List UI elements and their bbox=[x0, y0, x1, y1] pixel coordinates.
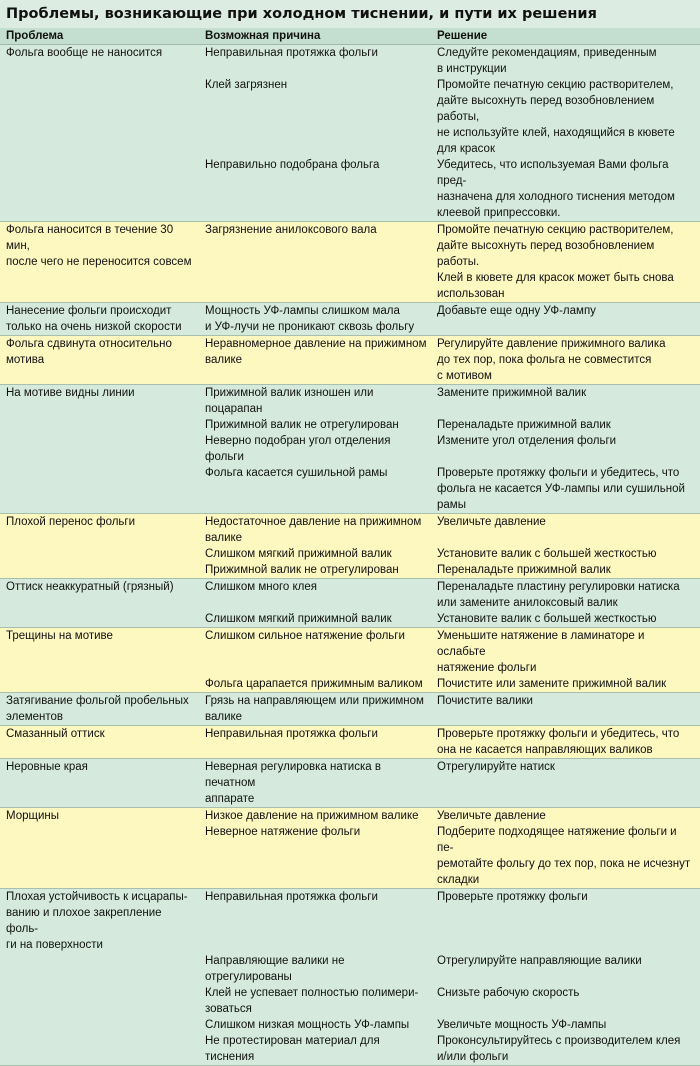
table-subrow bbox=[0, 985, 700, 1017]
table-row bbox=[0, 303, 700, 336]
cause-cell: Прижимной валик изношен или поцарапан bbox=[205, 387, 374, 415]
problem-cell: Фольга сдвинута относительно мотива bbox=[6, 338, 172, 366]
header-problem: Проблема bbox=[6, 30, 64, 42]
header-solution: Решение bbox=[437, 30, 488, 42]
problem-cell bbox=[0, 676, 199, 692]
table-row bbox=[0, 45, 700, 222]
table-subrow bbox=[0, 889, 700, 953]
solution-cell: Регулируйте давление прижимного валика до тех пор, пока фольга не совместится с мотивом bbox=[437, 338, 666, 382]
problem-cell: Неровные края bbox=[6, 761, 88, 773]
cause-cell: Неверно подобран угол отделения фольги bbox=[205, 435, 391, 463]
problem-cell: Смазанный оттиск bbox=[6, 728, 105, 740]
solution-cell: Почистите или замените прижимной валик bbox=[437, 678, 667, 690]
solution-cell: Добавьте еще одну УФ-лампу bbox=[437, 305, 596, 317]
solution-cell: Установите валик с большей жесткостью bbox=[437, 613, 657, 625]
cause-cell: Слишком мягкий прижимной валик bbox=[205, 548, 392, 560]
problem-cell bbox=[0, 77, 199, 157]
cause-cell: Неправильно подобрана фольга bbox=[205, 159, 380, 171]
table-subrow bbox=[0, 514, 700, 546]
table-row bbox=[0, 222, 700, 303]
cause-cell: Неправильная протяжка фольги bbox=[205, 47, 378, 59]
table-subrow bbox=[0, 222, 700, 302]
table-subrow bbox=[0, 465, 700, 513]
problem-cell bbox=[0, 157, 199, 221]
solution-cell: Подберите подходящее натяжение фольги и пе- ремотайте фольгу до тех пор, пока не исчезнут складки bbox=[437, 826, 691, 886]
problem-cell bbox=[0, 1033, 199, 1065]
table-subrow bbox=[0, 611, 700, 627]
cause-cell: Клей загрязнен bbox=[205, 79, 288, 91]
table-subrow bbox=[0, 45, 700, 77]
solution-cell: Замените прижимной валик bbox=[437, 387, 587, 399]
cause-cell: Направляющие валики не отрегулированы bbox=[205, 955, 345, 983]
cause-cell: Прижимной валик не отрегулирован bbox=[205, 564, 399, 576]
table-subrow bbox=[0, 808, 700, 824]
solution-cell: Увеличьте давление bbox=[437, 516, 546, 528]
table-subrow bbox=[0, 628, 700, 676]
table-subrow bbox=[0, 579, 700, 611]
solution-cell: Промойте печатную секцию растворителем, дайте высохнуть перед возобновлением работы, не используйте клей, находящийся в кювете для красок bbox=[437, 79, 675, 155]
solution-cell: Следуйте рекомендациям, приведенным в инструкции bbox=[437, 47, 657, 75]
problem-cell: Фольга наносится в течение 30 мин, после чего не переносится совсем bbox=[6, 224, 192, 268]
table-subrow bbox=[0, 1017, 700, 1033]
solution-cell: Переналадьте прижимной валик bbox=[437, 564, 611, 576]
problem-cell bbox=[0, 546, 199, 562]
cause-cell: Слишком много клея bbox=[205, 581, 318, 593]
problem-cell: Плохая устойчивость к исцарапы- ванию и плохое закрепление фоль- ги на поверхности bbox=[6, 891, 188, 951]
problem-cell: Плохой перенос фольги bbox=[6, 516, 136, 528]
table-row bbox=[0, 336, 700, 385]
solution-cell: Переналадьте прижимной валик bbox=[437, 419, 611, 431]
solution-cell: Отрегулируйте направляющие валики bbox=[437, 955, 642, 967]
cause-cell: Грязь на направляющем или прижимном валике bbox=[205, 695, 424, 723]
table-subrow bbox=[0, 157, 700, 221]
problem-cell bbox=[0, 417, 199, 433]
cause-cell: Фольга касается сушильной рамы bbox=[205, 467, 388, 479]
problem-cell bbox=[0, 1017, 199, 1033]
table-row bbox=[0, 759, 700, 808]
table-subrow bbox=[0, 77, 700, 157]
cause-cell: Слишком мягкий прижимной валик bbox=[205, 613, 392, 625]
table-subrow bbox=[0, 693, 700, 725]
table-subrow bbox=[0, 824, 700, 888]
cause-cell: Недостаточное давление на прижимном валике bbox=[205, 516, 422, 544]
table-subrow bbox=[0, 562, 700, 578]
cause-cell: Прижимной валик не отрегулирован bbox=[205, 419, 399, 431]
table-subrow bbox=[0, 726, 700, 758]
table-subrow bbox=[0, 385, 700, 417]
table-subrow bbox=[0, 336, 700, 384]
problem-cell: На мотиве видны линии bbox=[6, 387, 135, 399]
header-cause: Возможная причина bbox=[205, 30, 321, 42]
solution-cell: Снизьте рабочую скорость bbox=[437, 987, 580, 999]
problem-cell bbox=[0, 562, 199, 578]
table-row bbox=[0, 808, 700, 889]
cause-cell: Не протестирован материал для тиснения bbox=[205, 1035, 380, 1063]
table-subrow bbox=[0, 759, 700, 807]
cause-cell: Загрязнение анилоксового вала bbox=[205, 224, 377, 236]
problem-cell bbox=[0, 433, 199, 465]
table-row bbox=[0, 628, 700, 693]
solution-cell: Убедитесь, что используемая Вами фольга пред- назначена для холодного тиснения методом клеевой припрессовки. bbox=[437, 159, 675, 219]
table-row bbox=[0, 693, 700, 726]
table-row bbox=[0, 726, 700, 759]
cause-cell: Низкое давление на прижимном валике bbox=[205, 810, 419, 822]
solution-cell: Увеличьте мощность УФ-лампы bbox=[437, 1019, 607, 1031]
table-subrow bbox=[0, 417, 700, 433]
table-subrow bbox=[0, 953, 700, 985]
problem-cell bbox=[0, 824, 199, 888]
table-body bbox=[0, 45, 700, 1066]
cause-cell: Неправильная протяжка фольги bbox=[205, 728, 378, 740]
solution-cell: Проверьте протяжку фольги и убедитесь, что она не касается направляющих валиков bbox=[437, 728, 680, 756]
table-subrow bbox=[0, 546, 700, 562]
cause-cell: Мощность УФ-лампы слишком мала и УФ-лучи не проникают сквозь фольгу bbox=[205, 305, 415, 333]
solution-cell: Отрегулируйте натиск bbox=[437, 761, 555, 773]
solution-cell: Проконсультируйтесь с производителем клея и/или фольги bbox=[437, 1035, 681, 1063]
table-subrow bbox=[0, 433, 700, 465]
table-row bbox=[0, 579, 700, 628]
problem-cell: Морщины bbox=[6, 810, 60, 822]
cause-cell: Неверное натяжение фольги bbox=[205, 826, 361, 838]
solution-cell: Измените угол отделения фольги bbox=[437, 435, 617, 447]
cause-cell: Фольга царапается прижимным валиком bbox=[205, 678, 423, 690]
cause-cell: Слишком низкая мощность УФ-лампы bbox=[205, 1019, 410, 1031]
solution-cell: Проверьте протяжку фольги bbox=[437, 891, 588, 903]
table-row bbox=[0, 889, 700, 1066]
cause-cell: Слишком сильное натяжение фольги bbox=[205, 630, 405, 642]
solution-cell: Почистите валики bbox=[437, 695, 533, 707]
cause-cell: Неверная регулировка натиска в печатном аппарате bbox=[205, 761, 381, 805]
table-row bbox=[0, 385, 700, 514]
table-row bbox=[0, 514, 700, 579]
page-title: Проблемы, возникающие при холодном тиснении, и пути их решения bbox=[0, 0, 700, 28]
cause-cell: Неправильная протяжка фольги bbox=[205, 891, 378, 903]
problem-cell: Затягивание фольгой пробельных элементов bbox=[6, 695, 189, 723]
cause-cell: Клей не успевает полностью полимери- зоваться bbox=[205, 987, 419, 1015]
problem-cell bbox=[0, 985, 199, 1017]
problem-cell bbox=[0, 611, 199, 627]
solution-cell: Переналадьте пластину регулировки натиска или замените анилоксовый валик bbox=[437, 581, 680, 609]
solution-cell: Установите валик с большей жесткостью bbox=[437, 548, 657, 560]
table-header bbox=[0, 28, 700, 45]
solution-cell: Проверьте протяжку фольги и убедитесь, что фольга не касается УФ-лампы или сушильной рамы bbox=[437, 467, 685, 511]
table-subrow bbox=[0, 1033, 700, 1065]
cause-cell: Неравномерное давление на прижимном валике bbox=[205, 338, 427, 366]
problem-cell bbox=[0, 465, 199, 513]
problem-cell: Оттиск неаккуратный (грязный) bbox=[6, 581, 174, 593]
problem-cell bbox=[0, 953, 199, 985]
problem-cell: Трещины на мотиве bbox=[6, 630, 113, 642]
table-subrow bbox=[0, 303, 700, 335]
problem-cell: Фольга вообще не наносится bbox=[6, 47, 163, 59]
problem-cell: Нанесение фольги происходит только на очень низкой скорости bbox=[6, 305, 182, 333]
solution-cell: Промойте печатную секцию растворителем, дайте высохнуть перед возобновлением работы. Клей в кювете для красок может быть снова использован bbox=[437, 224, 674, 300]
solution-cell: Увеличьте давление bbox=[437, 810, 546, 822]
table-subrow bbox=[0, 676, 700, 692]
solution-cell: Уменьшите натяжение в ламинаторе и ослабьте натяжение фольги bbox=[437, 630, 645, 674]
